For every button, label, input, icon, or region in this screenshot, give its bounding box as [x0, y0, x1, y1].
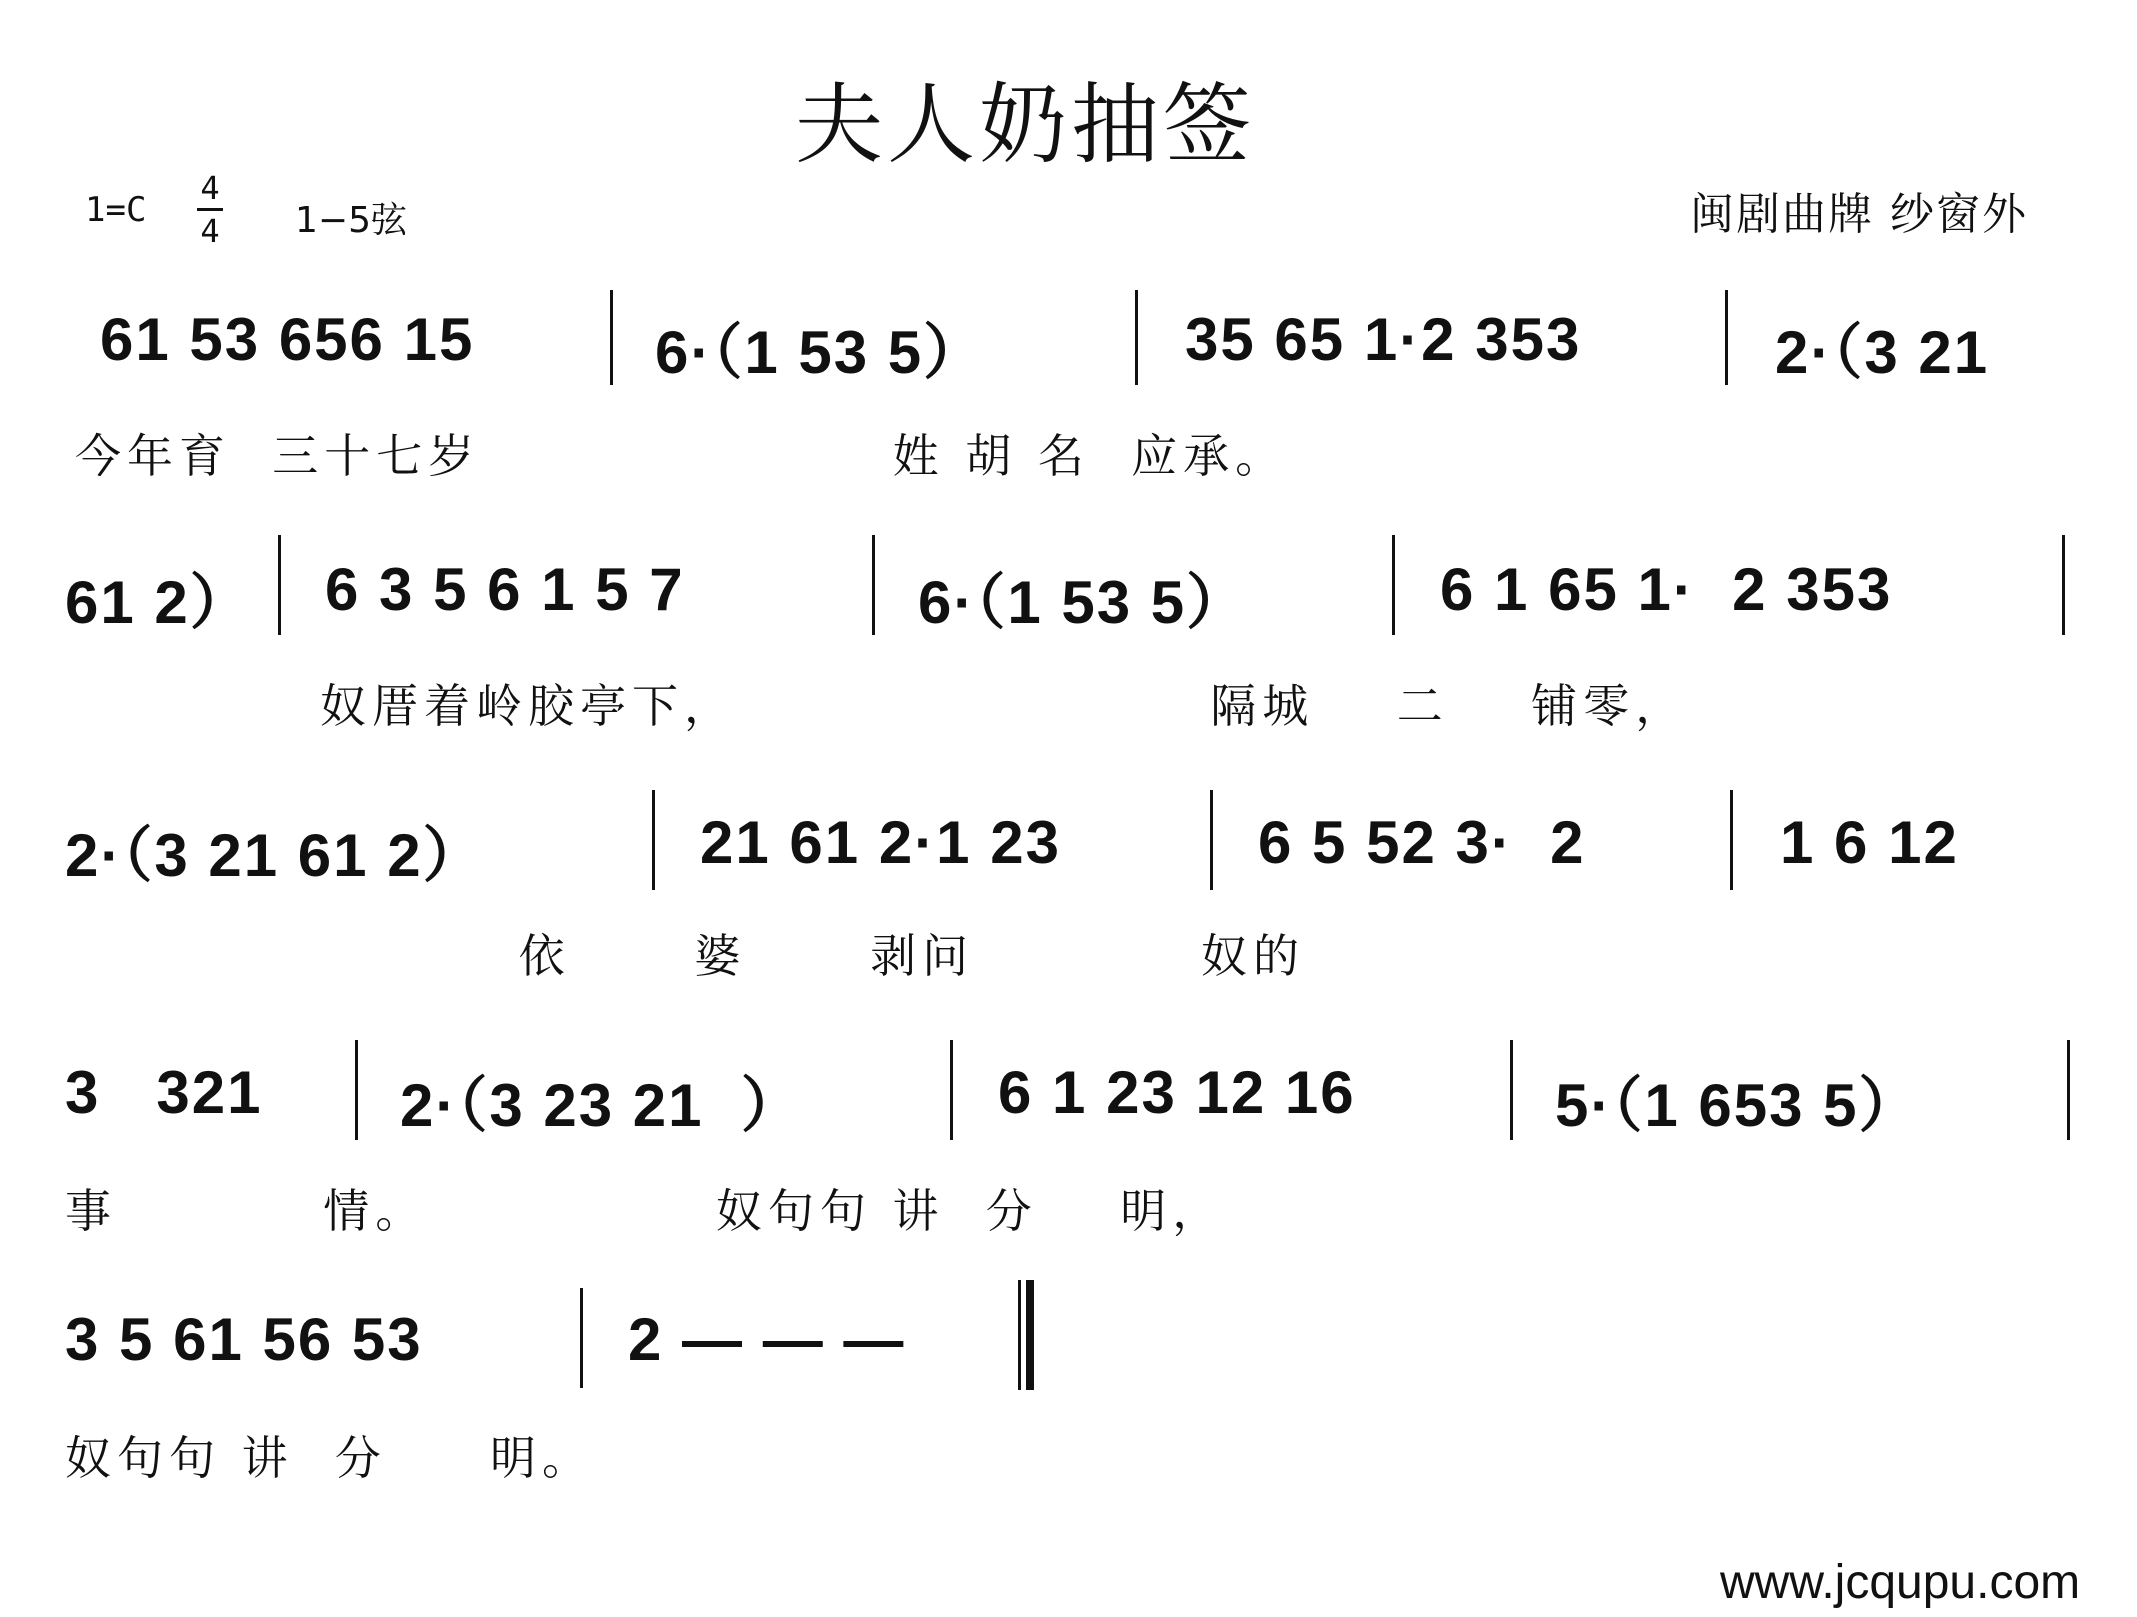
measure-4-1: 3 321 — [65, 1059, 263, 1126]
lyrics-line-5: 奴句句 讲 分 明。 — [65, 1431, 594, 1485]
watermark: www.jcqupu.com — [1720, 1556, 2081, 1609]
measure-3-3: 6 5 52 3· 2 — [1258, 809, 1586, 876]
time-signature-bottom: 4 — [200, 212, 220, 250]
measure-1-3: 35 65 1·2 353 — [1185, 306, 1582, 373]
barline — [580, 1288, 583, 1388]
measure-1-4: 2·（3 21 — [1775, 319, 1990, 386]
key-signature: 1=C — [85, 190, 147, 230]
measure-3-1: 2·（3 21 61 2） — [65, 822, 485, 889]
barline — [278, 535, 281, 635]
measure-4-3: 6 1 23 12 16 — [998, 1059, 1356, 1126]
time-signature-top: 4 — [200, 169, 220, 207]
measure-5-2: 2 — — — — [628, 1306, 906, 1373]
barline — [1210, 790, 1213, 890]
source-label: 闽剧曲牌 纱窗外 — [1690, 189, 2028, 240]
measure-1-2: 6·（1 53 5） — [655, 319, 986, 386]
measure-3-2: 21 61 2·1 23 — [700, 809, 1061, 876]
measure-1-1: 61 53 656 15 — [100, 306, 475, 373]
measure-2-3: 6·（1 53 5） — [918, 569, 1249, 636]
barline — [2062, 535, 2065, 635]
lyrics-line-2: 奴厝着岭胶亭下， 隔城 二 铺零， — [320, 679, 1688, 733]
measure-4-4: 5·（1 653 5） — [1555, 1072, 1921, 1139]
barline — [2067, 1040, 2070, 1140]
measure-2-2: 6 3 5 6 1 5 7 — [325, 556, 685, 623]
measure-5-1: 3 5 61 56 53 — [65, 1306, 423, 1373]
barline — [1392, 535, 1395, 635]
final-barline-thin — [1018, 1280, 1021, 1390]
barline — [652, 790, 655, 890]
lyrics-line-3: 依 婆 剥问 奴的 — [65, 929, 1305, 983]
barline — [610, 290, 613, 385]
measure-2-4: 6 1 65 1· 2 353 — [1440, 556, 1893, 623]
lyrics-line-4: 事 情。 奴句句 讲 分 明， — [65, 1184, 1225, 1238]
barline — [1730, 790, 1733, 890]
barline — [1135, 290, 1138, 385]
barline — [1725, 290, 1728, 385]
barline — [950, 1040, 953, 1140]
final-barline-thick — [1026, 1280, 1034, 1390]
score-title: 夫人奶抽签 — [795, 73, 1256, 176]
measure-3-4: 1 6 12 — [1780, 809, 1959, 876]
time-signature — [195, 168, 225, 251]
barline — [872, 535, 875, 635]
barline — [1510, 1040, 1513, 1140]
measure-4-2: 2·（3 23 21 ） — [400, 1072, 803, 1139]
string-tuning: 1−5弦 — [295, 200, 407, 241]
barline — [355, 1040, 358, 1140]
lyrics-line-1: 今年育 三十七岁 姓 胡 名 应承。 — [75, 429, 1288, 483]
measure-2-1: 61 2） — [65, 569, 252, 636]
